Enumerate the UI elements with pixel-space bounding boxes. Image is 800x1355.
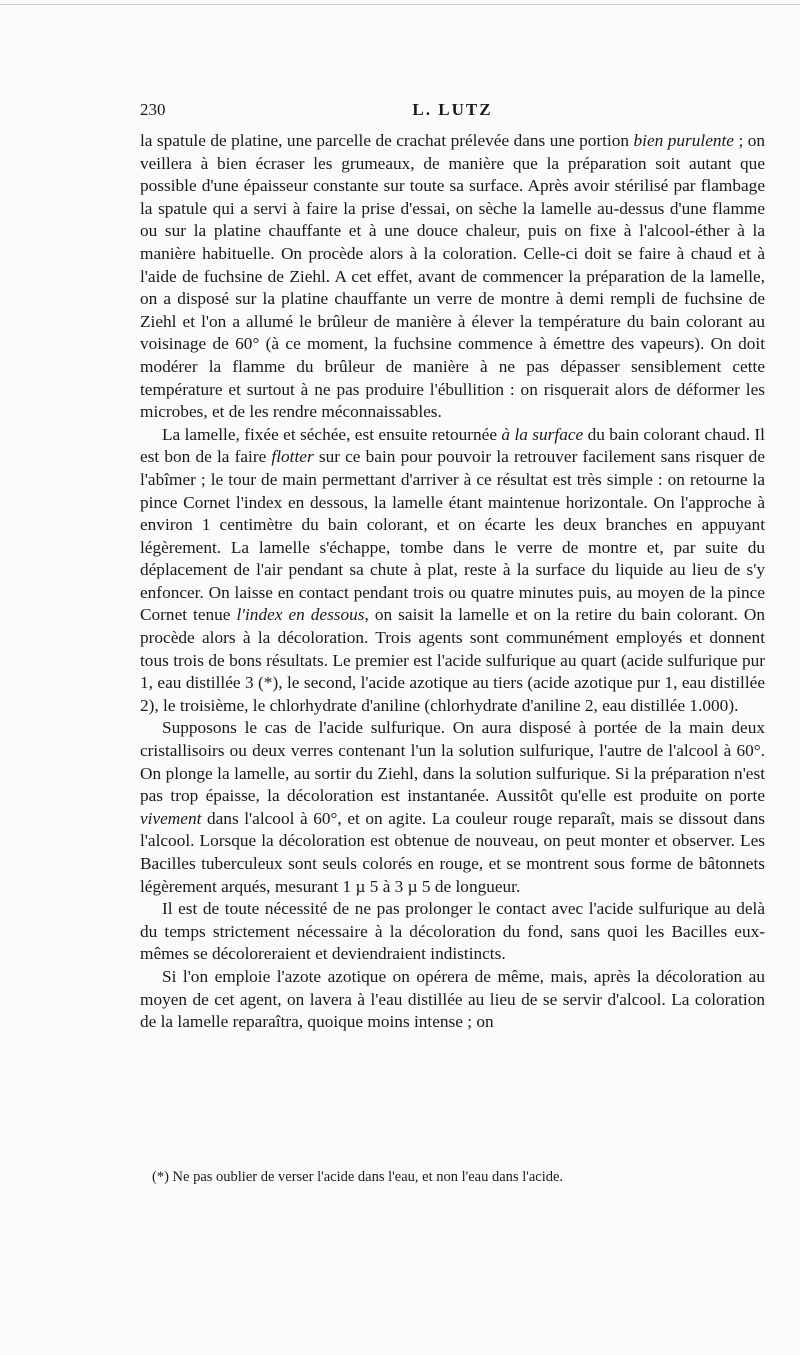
running-title: L. LUTZ bbox=[412, 100, 493, 119]
scan-edge-line bbox=[0, 4, 800, 5]
page-header bbox=[140, 100, 765, 124]
paragraph-text: Si l'on emploie l'azote azotique on opérera de même, mais, après la décoloration au moyen de cet agent, on lavera à l'eau distillée au lieu de se servir d'alcool. La coloration de la lamelle reparaîtra, quoique moins intense ; on bbox=[140, 966, 765, 1032]
italic-text: à la surface bbox=[501, 424, 584, 444]
paragraph bbox=[140, 717, 765, 898]
page-number: 230 bbox=[140, 100, 166, 119]
paragraph-text: Supposons le cas de l'acide sulfurique. On aura disposé à portée de la main deux cristallisoirs ou deux verres contenant l'un la solution sulfurique, l'autre de l'alcool à 60°. On plonge la lamelle, au sortir du Ziehl, dans la solution sulfurique. Si la préparation n'est pas trop épaisse, la décoloration est instantanée. Aussitôt qu'elle est produite on porte bbox=[140, 718, 765, 806]
italic-text: vivement bbox=[140, 808, 202, 828]
paragraph-text: Il est de toute nécessité de ne pas prolonger le contact avec l'acide sulfurique au delà du temps strictement nécessaire à la décoloration du fond, sans quoi les Bacilles eux-mêmes se décoloreraient et deviendraient indistincts. bbox=[140, 899, 765, 964]
italic-text: bien purulente bbox=[633, 131, 734, 150]
paragraph-text: du bain colorant chaud. Il est bon de la faire bbox=[140, 424, 765, 467]
paragraph-text: , on saisit la lamelle et on la retire du bain colorant. On procède alors à la décoloration. Trois agents sont communément employés et donnent tous trois de bons résultats. Le premier est l'acide sulfurique au quart (acide sulfurique pur 1, eau distillée 3 (*), le second, l'acide azotique au tiers (acide azotique pur 1, eau distillée 2), le troisième, le chlorhydrate d'aniline (chlorhydrate d'aniline 2, eau distillée 1.000). bbox=[140, 605, 765, 715]
paragraph bbox=[140, 130, 765, 424]
body-text bbox=[140, 130, 765, 1034]
paragraph-text: ; on veillera à bien écraser les grumeaux, de manière que la préparation soit autant que possible d'une épaisseur constante sur toute sa surface. Après avoir stérilisé par flambage la spatule qui a servi à faire la prise d'essai, on sèche la lamelle au-dessus d'une flamme ou sur la platine chauffante et à une douce chaleur, puis on fixe à l'alcool-éther à la manière habituelle. On procède alors à la coloration. Celle-ci doit se faire à chaud et à l'aide de fuchsine de Ziehl. A cet effet, avant de commencer la préparation de la lamelle, on a disposé sur la platine chauffante un verre de montre à demi rempli de fuchsine de Ziehl et l'on a allumé le brûleur de manière à élever la température du bain colorant au voisinage de 60° (à ce moment, la fuchsine commence à émettre des vapeurs). On doit modérer la flamme du brûleur de manière à ne pas dépasser sensiblement cette température et surtout à ne pas produire l'ébullition : on risquerait alors de déformer les microbes, et de les rendre méconnaissables. bbox=[140, 131, 765, 422]
paragraph-text: sur ce bain pour pouvoir la retrouver facilement sans risquer de l'abîmer ; le tour de main permettant d'arriver à ce résultat est très simple : on retourne la pince Cornet l'index en dessous, la lamelle étant maintenue horizontale. On l'approche à environ 1 centimètre du bain colorant, et on écarte les deux branches en appuyant légèrement. La lamelle s'échappe, tombe dans le verre de montre et, par suite du déplacement de l'air pendant sa chute à plat, reste à la surface du liquide au lieu de s'y enfoncer. On laisse en contact pendant trois ou quatre minutes puis, au moyen de la pince Cornet tenue bbox=[140, 447, 765, 625]
paragraph bbox=[140, 898, 765, 966]
paragraph-text: dans l'alcool à 60°, et on agite. La couleur rouge reparaît, mais se dissout dans l'alcool. Lorsque la décoloration est obtenue de nouveau, on peut monter et observer. Les Bacilles tuberculeux sont seuls colorés en rouge, et se montrent sous forme de bâtonnets légèrement arqués, mesurant 1 µ 5 à 3 µ 5 de longueur. bbox=[140, 808, 765, 896]
paragraph-text: la spatule de platine, une parcelle de crachat prélevée dans une portion bbox=[140, 131, 634, 150]
italic-text: l'index en dessous bbox=[236, 605, 365, 625]
paragraph bbox=[140, 966, 765, 1034]
paragraph bbox=[140, 424, 765, 718]
paragraph-text: La lamelle, fixée et séchée, est ensuite retournée bbox=[162, 424, 502, 444]
footnote: (*) Ne pas oublier de verser l'acide dans l'eau, et non l'eau dans l'acide. bbox=[152, 1169, 564, 1185]
italic-text: flotter bbox=[271, 447, 314, 467]
